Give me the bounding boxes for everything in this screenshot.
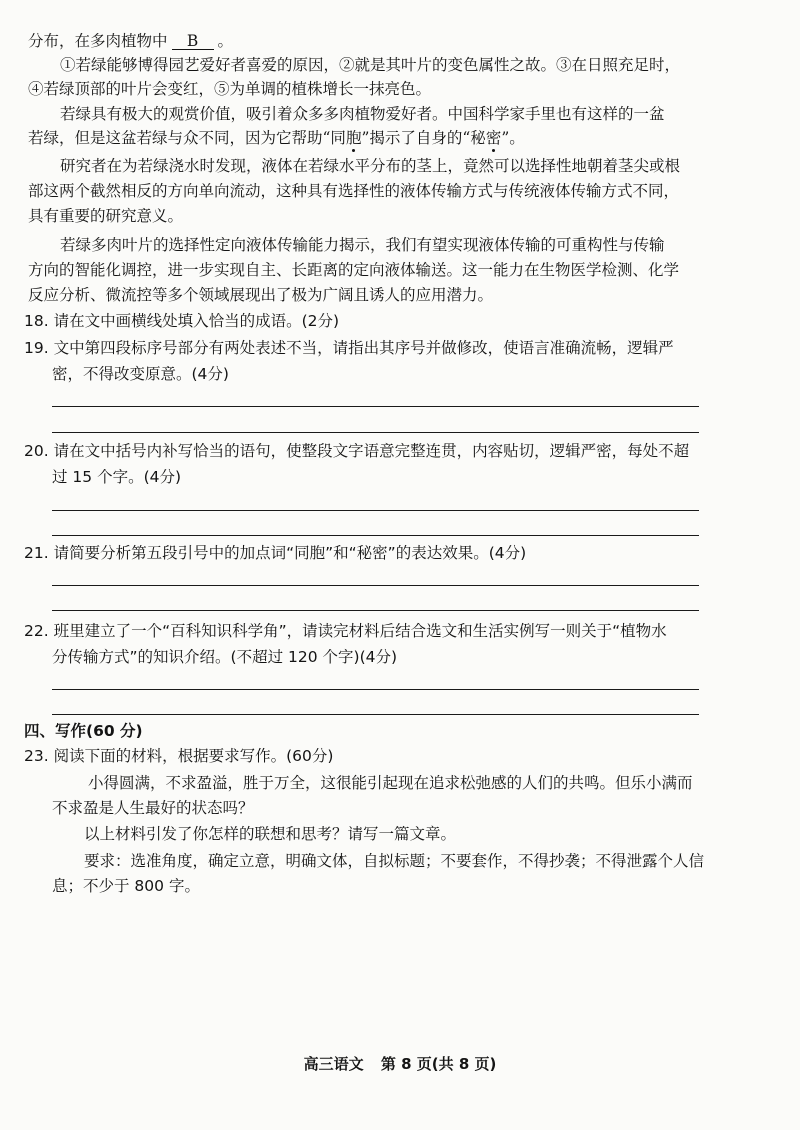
answer-line-20a[interactable] (52, 510, 699, 511)
requirement-line-2: 息；不少于 800 字。 (52, 877, 200, 895)
passage-text: 。 (217, 32, 234, 50)
section-title-writing: 四、写作(60 分) (24, 722, 143, 740)
passage-line-5 (28, 128, 525, 148)
passage-text: ”。 (501, 129, 525, 147)
passage-line-2: ①若绿能够博得园艺爱好者喜爱的原因，②就是其叶片的变色属性之故。③在日照充足时， (60, 56, 681, 74)
question-18: 18. 请在文中画横线处填入恰当的成语。(2分) (24, 312, 340, 330)
emphasis-dot-char: 密 (485, 129, 502, 147)
answer-line-21a[interactable] (52, 585, 699, 586)
passage-line-7: 部这两个截然相反的方向单向流动，这种具有选择性的液体传输方式与传统液体传输方式不同， (28, 182, 680, 200)
emphasis-dot-char: 胞 (345, 129, 362, 147)
answer-line-22b[interactable] (52, 714, 699, 715)
passage-line-9: 若绿多肉叶片的选择性定向液体传输能力揭示，我们有望实现液体传输的可重构性与传输 (60, 236, 665, 254)
passage-text: ”揭示了自身的“秘 (361, 129, 486, 147)
question-21: 21. 请简要分析第五段引号中的加点词“同胞”和“秘密”的表达效果。(4分) (24, 544, 527, 562)
answer-line-19a[interactable] (52, 406, 699, 407)
material-line-1: 小得圆满，不求盈溢，胜于万全，这很能引起现在追求松弛感的人们的共鸣。但乐小满而 (88, 774, 693, 792)
passage-text: 若绿，但是这盆若绿与众不同，因为它帮助“同 (28, 129, 346, 147)
answer-line-21b[interactable] (52, 610, 699, 611)
passage-line-3: ④若绿顶部的叶片会变红，⑤为单调的植株增长一抹亮色。 (28, 80, 432, 98)
question-19-line-1: 19. 文中第四段标序号部分有两处表述不当，请指出其序号并做修改，使语言准确流畅，逻辑严 (24, 339, 674, 357)
answer-line-20b[interactable] (52, 535, 699, 536)
question-19-line-2: 密，不得改变原意。(4分) (52, 365, 229, 383)
passage-line-6: 研究者在为若绿浇水时发现，液体在若绿水平分布的茎上，竟然可以选择性地朝着茎尖或根 (60, 157, 681, 175)
passage-line-10: 方向的智能化调控，进一步实现自主、长距离的定向液体输送。这一能力在生物医学检测、化学 (28, 261, 680, 279)
passage-line-8: 具有重要的研究意义。 (28, 207, 184, 225)
answer-line-22a[interactable] (52, 689, 699, 690)
footer-subject: 高三语文 (303, 1055, 364, 1073)
writing-prompt: 以上材料引发了你怎样的联想和思考？请写一篇文章。 (84, 825, 457, 843)
passage-line-4: 若绿具有极大的观赏价值，吸引着众多多肉植物爱好者。中国科学家手里也有这样的一盆 (60, 105, 665, 123)
question-23: 23. 阅读下面的材料，根据要求写作。(60分) (24, 747, 334, 765)
material-line-2: 不求盈是人生最好的状态吗？ (52, 799, 254, 817)
passage-line-11: 反应分析、微流控等多个领域展现出了极为广阔且诱人的应用潜力。 (28, 286, 494, 304)
question-20-line-1: 20. 请在文中括号内补写恰当的语句，使整段文字语意完整连贯，内容贴切，逻辑严密，每处不超 (24, 442, 690, 460)
question-22-line-2: 分传输方式”的知识介绍。(不超过 120 个字)(4分) (52, 648, 398, 666)
question-20-line-2: 过 15 个字。(4分) (52, 468, 182, 486)
filled-blank: B (172, 33, 214, 50)
requirement-line-1: 要求：选准角度，确定立意，明确文体，自拟标题；不要套作，不得抄袭；不得泄露个人信 (84, 852, 705, 870)
answer-line-19b[interactable] (52, 432, 699, 433)
question-22-line-1: 22. 班里建立了一个“百科知识科学角”，请读完材料后结合选文和生活实例写一则关于“植物水 (24, 622, 667, 640)
footer-page-number: 第 8 页(共 8 页) (380, 1055, 497, 1073)
passage-text: 分布，在多肉植物中 (28, 32, 168, 50)
page-footer (0, 1053, 800, 1074)
passage-line-1 (28, 31, 233, 51)
